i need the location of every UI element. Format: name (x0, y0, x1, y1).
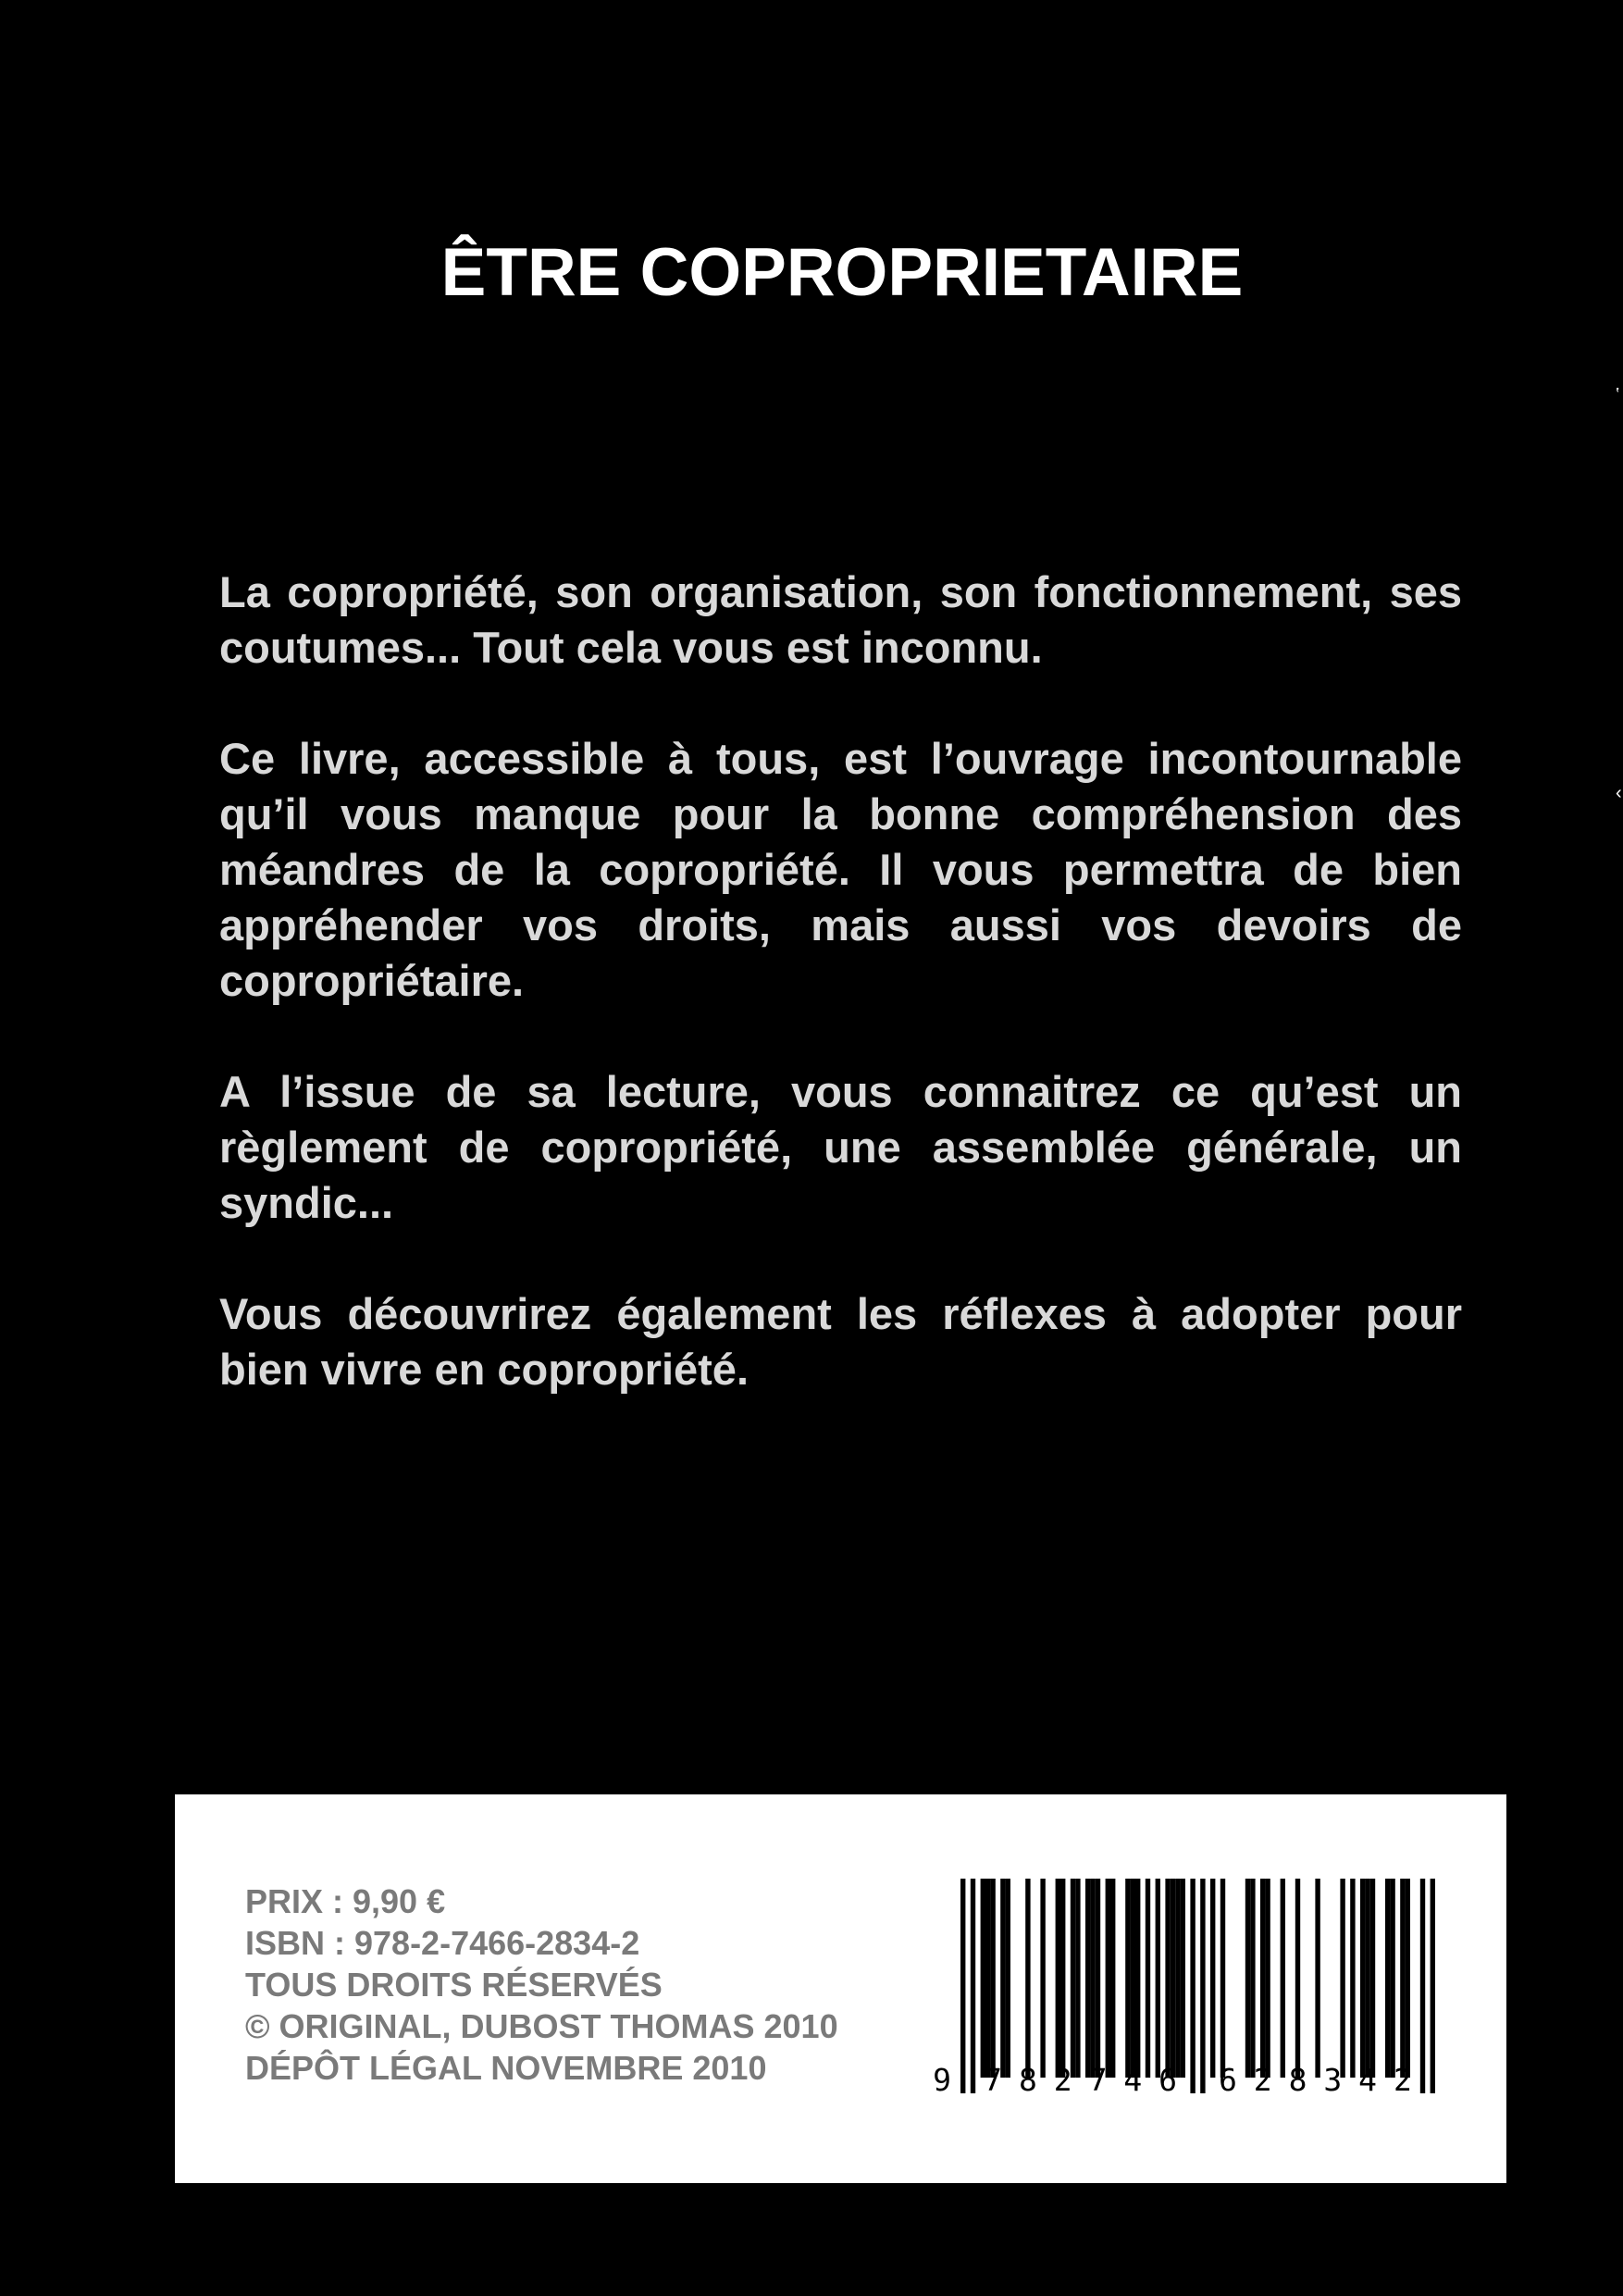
barcode-bar (1025, 1879, 1030, 2078)
barcode-bar (1096, 1879, 1100, 2078)
barcode-digit: 2 (1393, 2062, 1412, 2093)
barcode-bar (1200, 1879, 1205, 2093)
barcode-digit: 6 (1218, 2062, 1237, 2093)
barcode-bar (1131, 1879, 1135, 2078)
barcode-bar (1245, 1879, 1250, 2078)
barcode-bar (1171, 1879, 1175, 2078)
barcode-bar (1220, 1879, 1225, 2078)
barcode-bar (1420, 1879, 1425, 2093)
barcode-bar (960, 1879, 965, 2093)
barcode-digit: 2 (1053, 2062, 1072, 2093)
barcode-bar (1165, 1879, 1170, 2078)
barcode-bar (1056, 1879, 1060, 2078)
barcode-digit: 6 (1158, 2062, 1178, 2093)
barcode-bar (1431, 1879, 1435, 2093)
barcode-digit: 8 (1018, 2062, 1037, 2093)
barcode-bar (1281, 1879, 1285, 2078)
barcode-bar (985, 1879, 990, 2078)
barcode-digit: 7 (1088, 2062, 1108, 2093)
barcode-bar (1040, 1879, 1045, 2078)
barcode-bar (1370, 1879, 1375, 2078)
rights-text: TOUS DROITS RÉSERVÉS (245, 1966, 663, 2004)
barcode-digit: 8 (1288, 2062, 1307, 2093)
barcode-digit: 2 (1253, 2062, 1272, 2093)
barcode-bar (1135, 1879, 1140, 2078)
barcode-bar (1210, 1879, 1215, 2078)
barcode-digit: 7 (984, 2062, 1003, 2093)
barcode-bar (1071, 1879, 1075, 2078)
barcode-bar (1350, 1879, 1355, 2078)
barcode-bar (1260, 1879, 1265, 2078)
copyright-text: © ORIGINAL, DUBOST THOMAS 2010 (245, 2007, 838, 2045)
price-isbn-label (175, 1794, 1506, 2183)
barcode-bar (1006, 1879, 1010, 2078)
barcode-bar (1295, 1879, 1300, 2078)
barcode-bar (1000, 1879, 1005, 2078)
barcode-bar (1125, 1879, 1130, 2078)
barcode-bar (1085, 1879, 1090, 2078)
book-title: ÊTRE COPROPRIETAIRE (440, 235, 1244, 310)
barcode-bar (1265, 1879, 1270, 2078)
barcode-bar (1075, 1879, 1080, 2078)
barcode-bar (1315, 1879, 1319, 2078)
barcode-bar (981, 1879, 985, 2078)
barcode-bar (1406, 1879, 1410, 2078)
isbn-text: ISBN : 978-2-7466-2834-2 (245, 1924, 640, 1962)
barcode-digit: 9 (933, 2062, 951, 2093)
blurb-paragraph-4: Vous découvrirez également les réflexes à adopter pour bien vivre en copropriété. (219, 1289, 1462, 1394)
barcode-bar (1060, 1879, 1065, 2078)
barcode-bar (1190, 1879, 1195, 2093)
barcode-bar (1250, 1879, 1255, 2078)
legal-deposit-text: DÉPÔT LÉGAL NOVEMBRE 2010 (245, 2049, 767, 2087)
barcode-digit: 4 (1123, 2062, 1143, 2093)
isbn-barcode (931, 1871, 1449, 2093)
barcode-bar (1360, 1879, 1365, 2078)
publication-info (245, 1880, 838, 2089)
barcode-digit: 3 (1323, 2062, 1343, 2093)
barcode-bar (1110, 1879, 1115, 2078)
barcode-bar (1390, 1879, 1394, 2078)
barcode-bar (1340, 1879, 1344, 2078)
barcode-bar (990, 1879, 995, 2078)
barcode-bar (1400, 1879, 1405, 2078)
price-text: PRIX : 9,90 € (245, 1882, 446, 1920)
barcode-bar (1365, 1879, 1369, 2078)
edge-crop-mark-middle: ‹ (1616, 783, 1622, 803)
blurb-paragraph-2: Ce livre, accessible à tous, est l’ouvrage incontournable qu’il vous manque pour la bonne compréhension des méandres de la copropriété. Il vous permettra de bien appréhender vos droits, mais aussi vos devoirs de copropriétaire. (219, 734, 1462, 1005)
barcode-bar (1146, 1879, 1150, 2078)
barcode-bar (971, 1879, 975, 2093)
barcode-digit: 4 (1358, 2062, 1378, 2093)
barcode-bar (1090, 1879, 1095, 2078)
barcode-bar (1181, 1879, 1185, 2078)
blurb-paragraph-3: A l’issue de sa lecture, vous connaitrez ce qu’est un règlement de copropriété, une assemblée générale, un syndic... (219, 1067, 1462, 1227)
edge-crop-mark-top: ‛ (1616, 385, 1620, 405)
blurb-paragraph-1: La copropriété, son organisation, son fonctionnement, ses coutumes... Tout cela vous est inconnu. (219, 567, 1462, 672)
barcode-bar (1106, 1879, 1110, 2078)
barcode-bar (1156, 1879, 1160, 2078)
back-cover-blurb (219, 565, 1462, 1453)
barcode-bar (1385, 1879, 1390, 2078)
barcode-bar (1175, 1879, 1180, 2078)
